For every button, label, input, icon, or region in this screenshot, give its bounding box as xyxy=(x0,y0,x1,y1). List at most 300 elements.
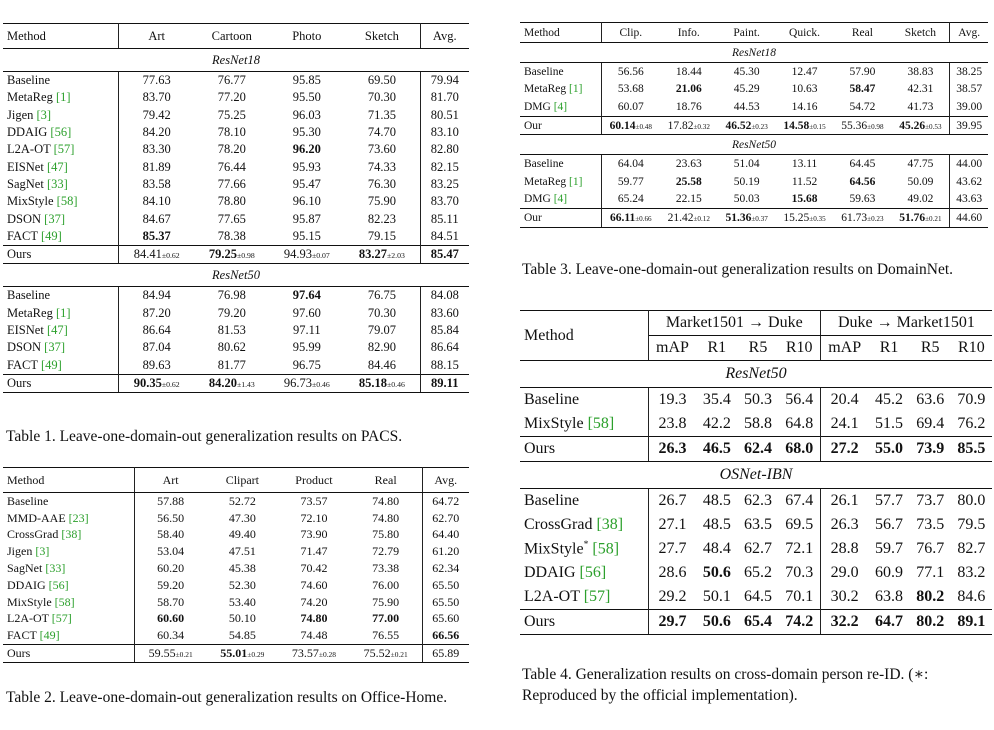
table-row xyxy=(3,193,469,210)
value-cell xyxy=(269,89,344,106)
std-dev: ±0.21 xyxy=(925,214,942,223)
value-cell xyxy=(820,537,868,561)
value-cell xyxy=(779,412,821,437)
value-cell xyxy=(344,193,420,210)
value-cell xyxy=(820,412,868,437)
value: 79.07 xyxy=(367,323,396,337)
citation-link[interactable]: [49] xyxy=(39,628,60,643)
value: 69.50 xyxy=(367,73,396,88)
column-header: Product xyxy=(278,468,350,493)
table-row xyxy=(3,245,469,263)
value-cell xyxy=(420,141,469,158)
value-cell xyxy=(696,610,737,635)
value-cell xyxy=(696,561,737,585)
value: 76.98 xyxy=(217,288,246,303)
value: 80.62 xyxy=(217,340,246,355)
method-name: Ours xyxy=(7,646,31,661)
value: 63.5 xyxy=(743,516,772,533)
value-cell xyxy=(648,610,696,635)
value: 73.90 xyxy=(300,527,328,542)
value: 53.40 xyxy=(228,594,256,609)
value: 62.34 xyxy=(432,561,460,576)
value: 59.20 xyxy=(157,577,185,592)
value-cell xyxy=(950,116,988,135)
citation-link[interactable]: [4] xyxy=(553,100,568,113)
value-cell xyxy=(269,305,344,322)
value: 50.3 xyxy=(743,391,772,408)
method-cell xyxy=(3,245,119,263)
value-cell xyxy=(950,63,988,81)
method-name: SagNet xyxy=(7,561,43,576)
std-dev: ±0.46 xyxy=(387,379,405,389)
value: 56.50 xyxy=(157,510,185,525)
value: 77.65 xyxy=(217,211,246,226)
value-cell xyxy=(910,537,951,561)
citation-link[interactable]: [56] xyxy=(579,564,607,581)
value: 14.58 xyxy=(783,119,810,132)
value-cell xyxy=(951,513,992,537)
value-cell xyxy=(868,388,909,413)
value: 61.73 xyxy=(841,211,868,224)
value-cell xyxy=(660,209,718,228)
value-cell xyxy=(269,72,344,90)
method-cell xyxy=(3,356,119,374)
value: 81.77 xyxy=(217,357,246,372)
value: 68.0 xyxy=(785,440,814,457)
value-cell xyxy=(134,560,206,577)
value-cell xyxy=(951,610,992,635)
backbone-label: ResNet50 xyxy=(520,135,988,155)
value: 85.18 xyxy=(358,375,388,390)
value: 50.03 xyxy=(733,193,760,206)
value-cell xyxy=(718,209,776,228)
value: 12.47 xyxy=(791,65,818,78)
value: 84.08 xyxy=(430,288,459,303)
table-row xyxy=(520,388,992,413)
table-row xyxy=(520,537,992,561)
value: 95.99 xyxy=(292,340,321,355)
value-cell xyxy=(776,191,834,209)
column-header: Photo xyxy=(269,24,344,49)
value-cell xyxy=(119,210,195,227)
value-cell xyxy=(350,510,422,527)
table-row xyxy=(3,287,469,305)
citation-link[interactable]: [37] xyxy=(44,340,65,355)
value-cell xyxy=(422,594,469,611)
value: 54.72 xyxy=(849,100,876,113)
value-cell xyxy=(207,560,279,577)
value: 97.64 xyxy=(292,288,321,303)
value-cell xyxy=(950,81,988,99)
value: 95.47 xyxy=(292,176,321,191)
value: 23.8 xyxy=(658,415,687,432)
value-cell xyxy=(278,611,350,628)
metric-header: R5 xyxy=(737,336,778,361)
value: 83.70 xyxy=(142,90,171,105)
value: 57.90 xyxy=(849,65,876,78)
value: 78.10 xyxy=(217,125,246,140)
column-header: Clipart xyxy=(207,468,279,493)
value-cell xyxy=(660,116,718,135)
value-cell xyxy=(737,489,778,514)
value: 86.64 xyxy=(142,323,171,337)
value: 76.55 xyxy=(372,628,400,643)
backbone-label: ResNet18 xyxy=(3,49,469,72)
value: 80.0 xyxy=(957,492,986,509)
value: 81.89 xyxy=(142,159,171,174)
citation-link[interactable]: [38] xyxy=(61,527,82,542)
table1-caption: Table 1. Leave-one-domain-out generalization results on PACS. xyxy=(6,428,403,445)
value: 17.82 xyxy=(667,119,694,132)
value: 85.84 xyxy=(430,323,459,337)
method-name: DDAIG xyxy=(7,577,46,592)
value-cell xyxy=(950,191,988,209)
value-cell xyxy=(891,116,950,135)
value: 83.25 xyxy=(430,176,459,191)
method-name: Jigen xyxy=(7,544,33,559)
value: 55.36 xyxy=(841,119,868,132)
method-name: EISNet xyxy=(7,323,44,337)
value: 26.7 xyxy=(658,492,687,509)
value-cell xyxy=(344,176,420,193)
column-header: Method xyxy=(520,23,601,43)
std-dev: ±0.23 xyxy=(867,214,884,223)
value: 26.3 xyxy=(830,516,859,533)
value: 74.80 xyxy=(300,611,328,626)
value-cell xyxy=(868,513,909,537)
method-cell xyxy=(520,610,648,635)
method-name: Baseline xyxy=(7,288,51,303)
value: 83.30 xyxy=(142,142,171,157)
value: 95.85 xyxy=(292,73,321,88)
citation-link[interactable]: [56] xyxy=(50,125,72,140)
value-cell xyxy=(194,210,269,227)
value: 97.11 xyxy=(292,323,321,337)
value-cell xyxy=(910,610,951,635)
value: 87.20 xyxy=(142,305,171,320)
citation-link[interactable]: [57] xyxy=(53,142,75,157)
table-row xyxy=(520,513,992,537)
column-header: Paint. xyxy=(718,23,776,43)
table-row xyxy=(3,594,469,611)
backbone-label: ResNet50 xyxy=(520,361,992,388)
value-cell xyxy=(278,645,350,663)
citation-link[interactable]: [56] xyxy=(48,577,69,592)
value: 48.5 xyxy=(702,516,731,533)
table-row xyxy=(3,107,469,124)
value: 51.36 xyxy=(725,211,752,224)
value-cell xyxy=(344,141,420,158)
value: 79.20 xyxy=(217,305,246,320)
value-cell xyxy=(910,437,951,462)
value: 39.95 xyxy=(956,119,983,132)
value: 70.30 xyxy=(367,90,396,105)
value-cell xyxy=(601,81,660,99)
value-cell xyxy=(737,513,778,537)
value: 96.20 xyxy=(292,142,321,157)
citation-link[interactable]: [49] xyxy=(40,228,62,243)
std-dev: ±0.53 xyxy=(925,122,942,131)
value-cell xyxy=(420,124,469,141)
value-cell xyxy=(278,627,350,644)
citation-link[interactable]: [3] xyxy=(36,107,52,122)
value-cell xyxy=(420,305,469,322)
value: 73.7 xyxy=(916,492,945,509)
citation-link[interactable]: [47] xyxy=(46,323,68,337)
value: 43.63 xyxy=(956,193,983,206)
method-name: L2A-OT xyxy=(7,142,51,157)
method-cell xyxy=(520,98,601,116)
value-cell xyxy=(134,645,206,663)
citation-link[interactable]: [1] xyxy=(55,305,71,320)
value-cell xyxy=(420,210,469,227)
value-cell xyxy=(207,493,279,510)
value: 44.00 xyxy=(956,158,983,171)
value-cell xyxy=(344,339,420,356)
value-cell xyxy=(119,228,195,246)
citation-link[interactable]: [33] xyxy=(46,176,68,191)
value: 79.42 xyxy=(142,107,171,122)
value-cell xyxy=(951,412,992,437)
value: 63.8 xyxy=(875,588,904,605)
value-cell xyxy=(951,585,992,610)
citation-link[interactable]: [47] xyxy=(46,159,68,174)
value-cell xyxy=(269,228,344,246)
value: 56.7 xyxy=(875,516,904,533)
value-cell xyxy=(344,245,420,263)
table-row xyxy=(520,209,988,228)
value: 84.94 xyxy=(142,288,171,303)
value: 59.77 xyxy=(617,175,644,188)
value-cell xyxy=(779,489,821,514)
section-row xyxy=(520,43,988,63)
citation-link[interactable]: [37] xyxy=(44,211,65,226)
citation-link[interactable]: [58] xyxy=(54,594,75,609)
value: 29.2 xyxy=(658,588,687,605)
value-cell xyxy=(278,543,350,560)
value-cell xyxy=(951,437,992,462)
value: 79.15 xyxy=(367,228,396,243)
value-cell xyxy=(648,412,696,437)
method-name: Ours xyxy=(524,440,556,457)
value: 42.2 xyxy=(702,415,731,432)
method-cell xyxy=(3,228,119,246)
citation-link[interactable]: [57] xyxy=(51,611,72,626)
value: 73.5 xyxy=(916,516,945,533)
table-row xyxy=(520,98,988,116)
value-cell xyxy=(891,191,950,209)
value: 56.4 xyxy=(785,391,814,408)
value: 38.25 xyxy=(956,65,983,78)
citation-link[interactable]: [23] xyxy=(68,510,89,525)
method-cell xyxy=(520,116,601,135)
value: 75.25 xyxy=(217,107,246,122)
value: 27.2 xyxy=(830,440,859,457)
value-cell xyxy=(269,356,344,374)
value: 47.30 xyxy=(228,510,256,525)
value: 44.53 xyxy=(733,100,760,113)
table-row xyxy=(520,155,988,173)
method-cell xyxy=(520,437,648,462)
value-cell xyxy=(420,176,469,193)
value-cell xyxy=(718,116,776,135)
value-cell xyxy=(207,543,279,560)
value: 63.6 xyxy=(916,391,945,408)
table-row xyxy=(520,81,988,99)
value-cell xyxy=(779,388,821,413)
value-cell xyxy=(344,287,420,305)
value-cell xyxy=(950,155,988,173)
value-cell xyxy=(950,98,988,116)
value-cell xyxy=(601,116,660,135)
value-cell xyxy=(350,577,422,594)
std-dev: ±0.98 xyxy=(867,122,884,131)
value-cell xyxy=(891,81,950,99)
value: 69.4 xyxy=(916,415,945,432)
backbone-label: OSNet-IBN xyxy=(520,462,992,489)
value-cell xyxy=(119,322,195,339)
value-cell xyxy=(950,209,988,228)
std-dev: ±0.23 xyxy=(751,122,768,131)
method-cell xyxy=(3,594,134,611)
value: 85.11 xyxy=(430,211,459,226)
value: 47.51 xyxy=(228,544,256,559)
value: 58.8 xyxy=(743,415,772,432)
citation-link[interactable]: [4] xyxy=(553,193,568,206)
table-row xyxy=(520,191,988,209)
value: 80.2 xyxy=(916,588,945,605)
value: 58.47 xyxy=(849,83,876,96)
table-row xyxy=(3,158,469,175)
value-cell xyxy=(833,209,891,228)
value: 24.1 xyxy=(830,415,859,432)
value-cell xyxy=(269,176,344,193)
value-cell xyxy=(660,191,718,209)
column-header: Sketch xyxy=(344,24,420,49)
value-cell xyxy=(601,63,660,81)
value: 81.53 xyxy=(217,323,246,337)
column-header: Sketch xyxy=(891,23,950,43)
method-name: Baseline xyxy=(524,65,564,78)
value-cell xyxy=(269,210,344,227)
std-dev: ±0.62 xyxy=(161,251,180,261)
value-cell xyxy=(344,228,420,246)
citation-link[interactable]: [49] xyxy=(40,357,62,372)
value-cell xyxy=(910,412,951,437)
citation-link[interactable]: [1] xyxy=(55,90,71,105)
value-cell xyxy=(868,489,909,514)
table4-caption: Table 4. Generalization results on cross-domain person re-ID. (∗: Reproduced by the official implementation). xyxy=(522,666,929,704)
std-dev: ±0.46 xyxy=(311,379,330,389)
value-cell xyxy=(420,72,469,90)
table-row xyxy=(520,561,992,585)
header-row xyxy=(3,468,469,493)
citation-link[interactable]: [1] xyxy=(569,175,583,188)
section-row xyxy=(3,264,469,287)
citation-link[interactable]: [33] xyxy=(45,561,66,576)
value-cell xyxy=(696,388,737,413)
value-cell xyxy=(833,173,891,191)
value-cell xyxy=(119,176,195,193)
value-cell xyxy=(269,193,344,210)
value: 86.64 xyxy=(430,340,459,355)
value-cell xyxy=(910,489,951,514)
table-row xyxy=(520,610,992,635)
value-cell xyxy=(194,245,269,263)
value: 67.4 xyxy=(785,492,814,509)
value: 74.48 xyxy=(300,628,328,643)
value-cell xyxy=(820,489,868,514)
value: 74.33 xyxy=(367,159,396,174)
method-cell xyxy=(520,155,601,173)
method-cell xyxy=(3,627,134,644)
value-cell xyxy=(278,493,350,510)
citation-link[interactable]: [38] xyxy=(596,516,624,533)
value: 75.80 xyxy=(372,527,400,542)
method-cell xyxy=(3,141,119,158)
std-dev: ±0.12 xyxy=(693,214,710,223)
method-name: CrossGrad xyxy=(524,516,593,533)
std-dev: ±0.21 xyxy=(175,650,193,660)
table-row xyxy=(520,489,992,514)
value: 20.4 xyxy=(830,391,859,408)
table-row xyxy=(3,611,469,628)
value-cell xyxy=(344,374,420,392)
table-row xyxy=(3,141,469,158)
value-cell xyxy=(737,388,778,413)
table-row xyxy=(520,437,992,462)
value-cell xyxy=(779,537,821,561)
value: 70.9 xyxy=(957,391,986,408)
value-cell xyxy=(718,173,776,191)
citation-link[interactable]: [1] xyxy=(569,83,583,96)
value: 95.15 xyxy=(292,228,321,243)
value: 65.24 xyxy=(617,193,644,206)
value: 83.58 xyxy=(142,176,171,191)
table-row xyxy=(3,577,469,594)
table-reid xyxy=(520,310,992,635)
value: 45.38 xyxy=(228,561,256,576)
value-cell xyxy=(833,116,891,135)
method-cell xyxy=(3,124,119,141)
citation-link[interactable]: [57] xyxy=(583,588,611,605)
value-cell xyxy=(420,322,469,339)
citation-link[interactable]: [3] xyxy=(35,544,50,559)
value: 77.20 xyxy=(217,90,246,105)
citation-link[interactable]: [58] xyxy=(56,194,78,209)
value: 74.2 xyxy=(785,613,814,630)
value-cell xyxy=(718,81,776,99)
citation-link[interactable]: [58] xyxy=(592,540,620,558)
value-cell xyxy=(718,98,776,116)
value: 72.10 xyxy=(300,510,328,525)
table-row xyxy=(3,493,469,510)
method-name: MMD-AAE xyxy=(7,510,66,525)
method-cell xyxy=(3,374,119,392)
citation-link[interactable]: [58] xyxy=(587,415,615,432)
method-name: CrossGrad xyxy=(7,527,59,542)
value: 69.5 xyxy=(785,516,814,533)
table-row xyxy=(520,173,988,191)
column-header: Avg. xyxy=(950,23,988,43)
method-cell xyxy=(520,561,648,585)
value: 83.27 xyxy=(358,247,388,262)
method-cell xyxy=(3,89,119,106)
value: 42.31 xyxy=(907,83,934,96)
table-row xyxy=(3,543,469,560)
column-header: Real xyxy=(350,468,422,493)
value-cell xyxy=(601,191,660,209)
